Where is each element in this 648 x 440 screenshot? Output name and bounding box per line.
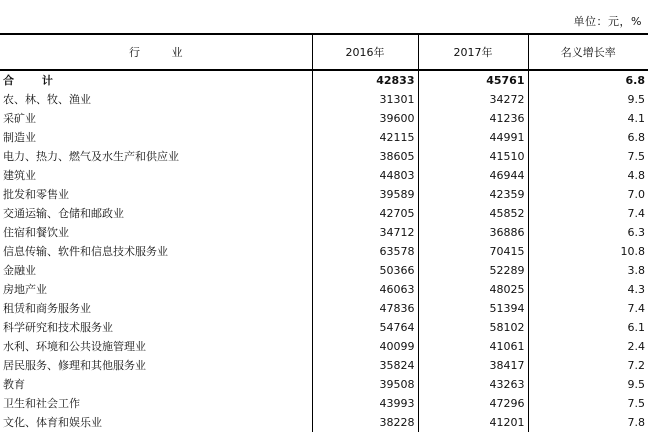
table-row [0, 185, 648, 204]
value-2017-cell: 42359 [418, 185, 528, 204]
industry-cell: 建筑业 [3, 169, 36, 182]
growth-rate-cell: 10.8 [528, 242, 648, 261]
industry-cell: 教育 [3, 378, 25, 391]
value-2017-cell: 45761 [418, 70, 528, 90]
table-row [0, 299, 648, 318]
table-row [0, 356, 648, 375]
value-2016-cell: 44803 [312, 166, 418, 185]
industry-cell: 租赁和商务服务业 [3, 302, 91, 315]
table-row [0, 166, 648, 185]
growth-rate-cell: 7.0 [528, 185, 648, 204]
value-2017-cell: 36886 [418, 223, 528, 242]
table-row [0, 242, 648, 261]
value-2017-cell: 44991 [418, 128, 528, 147]
industry-cell: 电力、热力、燃气及水生产和供应业 [3, 150, 179, 163]
value-2017-cell: 51394 [418, 299, 528, 318]
value-2017-cell: 52289 [418, 261, 528, 280]
value-2017-cell: 41061 [418, 337, 528, 356]
table-row [0, 223, 648, 242]
value-2016-cell: 50366 [312, 261, 418, 280]
industry-cell: 农、林、牧、渔业 [3, 93, 91, 106]
growth-rate-cell: 2.4 [528, 337, 648, 356]
value-2016-cell: 35824 [312, 356, 418, 375]
industry-cell: 制造业 [3, 131, 36, 144]
value-2017-cell: 43263 [418, 375, 528, 394]
header-industry: 行 业 [0, 34, 312, 70]
header-year-2017: 2017年 [418, 34, 528, 70]
header-row [0, 34, 648, 70]
total-row [0, 70, 648, 90]
growth-rate-cell: 7.5 [528, 394, 648, 413]
industry-cell: 采矿业 [3, 112, 36, 125]
value-2016-cell: 42115 [312, 128, 418, 147]
header-year-2016: 2016年 [312, 34, 418, 70]
growth-rate-cell: 4.1 [528, 109, 648, 128]
growth-rate-cell: 7.5 [528, 147, 648, 166]
table-row [0, 413, 648, 432]
value-2017-cell: 41201 [418, 413, 528, 432]
industry-cell: 交通运输、仓储和邮政业 [3, 207, 124, 220]
wage-table [0, 33, 648, 432]
growth-rate-cell: 4.8 [528, 166, 648, 185]
industry-cell: 合 计 [3, 74, 65, 87]
value-2016-cell: 39600 [312, 109, 418, 128]
value-2017-cell: 41510 [418, 147, 528, 166]
growth-rate-cell: 6.8 [528, 70, 648, 90]
value-2017-cell: 58102 [418, 318, 528, 337]
value-2016-cell: 38228 [312, 413, 418, 432]
growth-rate-cell: 6.3 [528, 223, 648, 242]
value-2016-cell: 54764 [312, 318, 418, 337]
growth-rate-cell: 9.5 [528, 375, 648, 394]
value-2016-cell: 39589 [312, 185, 418, 204]
table-row [0, 375, 648, 394]
industry-cell: 文化、体育和娱乐业 [3, 416, 102, 429]
value-2017-cell: 70415 [418, 242, 528, 261]
table-row [0, 90, 648, 109]
growth-rate-cell: 6.8 [528, 128, 648, 147]
table-row [0, 109, 648, 128]
table-header [0, 34, 648, 70]
industry-cell: 金融业 [3, 264, 36, 277]
industry-cell: 住宿和餐饮业 [3, 226, 69, 239]
industry-cell: 信息传输、软件和信息技术服务业 [3, 245, 168, 258]
industry-cell: 房地产业 [3, 283, 47, 296]
value-2017-cell: 46944 [418, 166, 528, 185]
growth-rate-cell: 6.1 [528, 318, 648, 337]
table-row [0, 280, 648, 299]
value-2017-cell: 45852 [418, 204, 528, 223]
table-row [0, 394, 648, 413]
value-2016-cell: 31301 [312, 90, 418, 109]
growth-rate-cell: 4.3 [528, 280, 648, 299]
growth-rate-cell: 7.4 [528, 204, 648, 223]
table-body [0, 70, 648, 432]
value-2017-cell: 41236 [418, 109, 528, 128]
table-row [0, 337, 648, 356]
industry-cell: 居民服务、修理和其他服务业 [3, 359, 146, 372]
value-2016-cell: 42705 [312, 204, 418, 223]
value-2016-cell: 38605 [312, 147, 418, 166]
value-2017-cell: 38417 [418, 356, 528, 375]
industry-cell: 科学研究和技术服务业 [3, 321, 113, 334]
value-2016-cell: 47836 [312, 299, 418, 318]
value-2016-cell: 43993 [312, 394, 418, 413]
value-2016-cell: 34712 [312, 223, 418, 242]
growth-rate-cell: 7.2 [528, 356, 648, 375]
value-2016-cell: 63578 [312, 242, 418, 261]
industry-cell: 水利、环境和公共设施管理业 [3, 340, 146, 353]
unit-note: 单位：元，% [573, 15, 642, 28]
value-2017-cell: 47296 [418, 394, 528, 413]
industry-cell: 卫生和社会工作 [3, 397, 80, 410]
value-2016-cell: 46063 [312, 280, 418, 299]
table-row [0, 128, 648, 147]
table-row [0, 261, 648, 280]
value-2016-cell: 42833 [312, 70, 418, 90]
value-2017-cell: 34272 [418, 90, 528, 109]
growth-rate-cell: 3.8 [528, 261, 648, 280]
value-2016-cell: 39508 [312, 375, 418, 394]
growth-rate-cell: 7.4 [528, 299, 648, 318]
table-row [0, 204, 648, 223]
industry-cell: 批发和零售业 [3, 188, 69, 201]
growth-rate-cell: 7.8 [528, 413, 648, 432]
growth-rate-cell: 9.5 [528, 90, 648, 109]
value-2016-cell: 40099 [312, 337, 418, 356]
value-2017-cell: 48025 [418, 280, 528, 299]
header-growth-rate: 名义增长率 [528, 34, 648, 70]
table-row [0, 147, 648, 166]
table-row [0, 318, 648, 337]
